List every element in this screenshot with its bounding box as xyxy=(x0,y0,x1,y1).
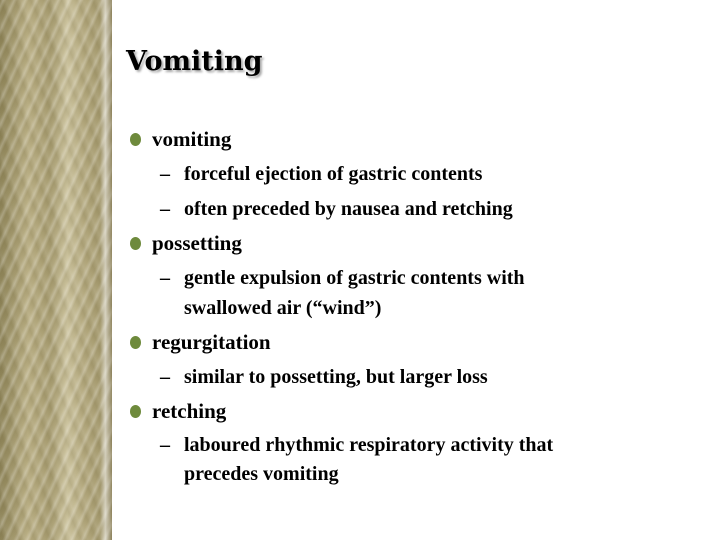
bullet-dot-icon xyxy=(130,133,141,146)
subpoint-text-continued: precedes vomiting xyxy=(184,463,339,485)
subpoint-text: gentle expulsion of gastric contents with xyxy=(184,267,525,289)
bullet-label: vomiting xyxy=(152,127,232,151)
subpoint-text-continued: swallowed air (“wind”) xyxy=(184,297,382,319)
bullet-label: possetting xyxy=(152,231,242,255)
bullet-label: retching xyxy=(152,399,227,423)
subpoint-text: laboured rhythmic respiratory activity that xyxy=(184,434,554,456)
dash-icon: – xyxy=(160,366,170,388)
dash-icon: – xyxy=(160,267,170,289)
subpoint-text: often preceded by nausea and retching xyxy=(184,198,513,220)
bullet-dot-icon xyxy=(130,405,141,418)
slide-title: Vomiting xyxy=(126,46,263,77)
dash-icon: – xyxy=(160,434,170,456)
bullet-label: regurgitation xyxy=(152,330,271,354)
subpoint-text: similar to possetting, but larger loss xyxy=(184,366,488,388)
bullet-dot-icon xyxy=(130,336,141,349)
dash-icon: – xyxy=(160,163,170,185)
bullet-dot-icon xyxy=(130,237,141,250)
subpoint-text: forceful ejection of gastric contents xyxy=(184,163,483,185)
dash-icon: – xyxy=(160,198,170,220)
